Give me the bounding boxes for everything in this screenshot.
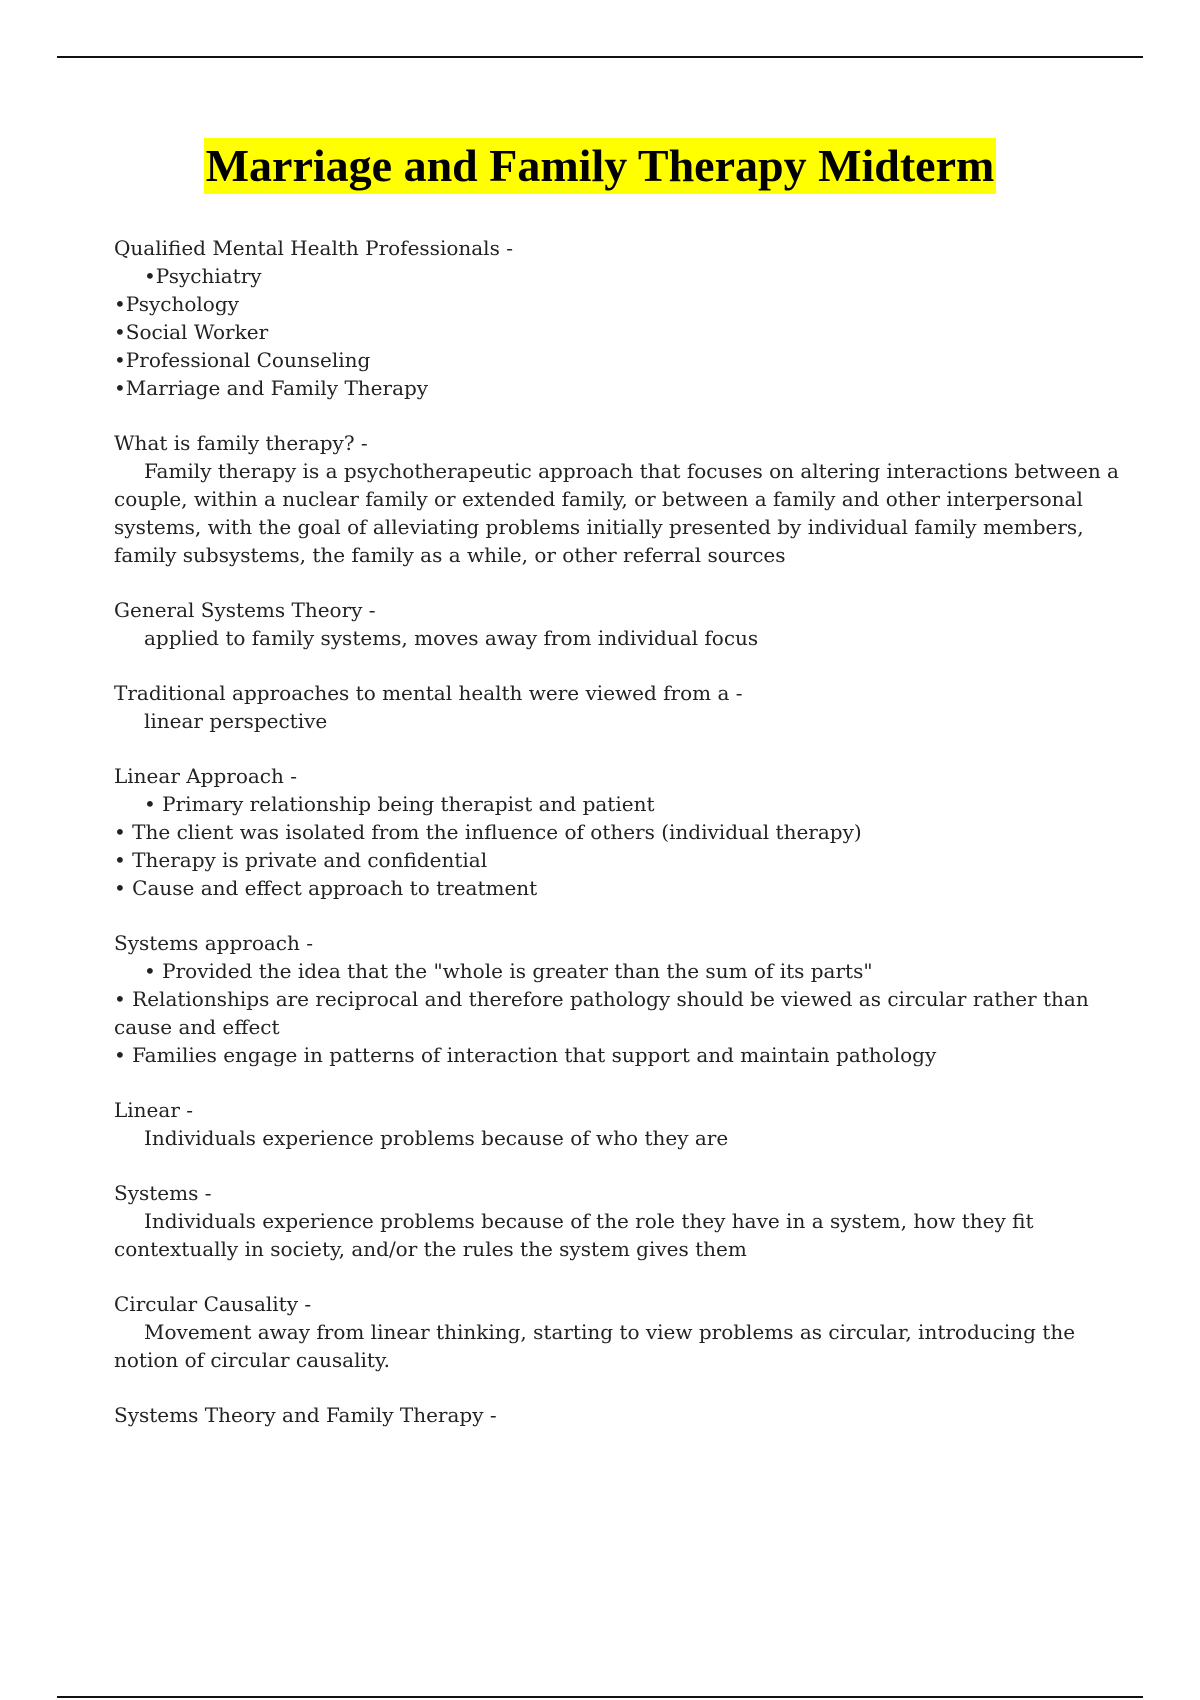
flashcard-definition: Individuals experience problems because of who they are <box>144 1126 729 1150</box>
flashcard-term: Systems Theory and Family Therapy - <box>114 1403 497 1427</box>
header-rule <box>57 56 1143 58</box>
flashcard <box>114 1401 1124 1429</box>
flashcard-definition: • Provided the idea that the "whole is greater than the sum of its parts" • Relationships are reciprocal and therefore pathology should be viewed as circular rather than cause and effect • Families engage in patterns of interaction that support and maintain pathology <box>114 959 1089 1067</box>
flashcard-definition: • Primary relationship being therapist and patient • The client was isolated from the influence of others (individual therapy) • Therapy is private and confidential • Cause and effect approach to treatment <box>114 792 862 900</box>
flashcard-definition: linear perspective <box>144 709 328 733</box>
page-title: Marriage and Family Therapy Midterm <box>204 138 997 194</box>
footer-rule <box>57 1696 1143 1698</box>
flashcard-definition: Movement away from linear thinking, starting to view problems as circular, introducing the notion of circular causality. <box>114 1320 1082 1372</box>
flashcard-term: Traditional approaches to mental health were viewed from a - <box>114 681 743 705</box>
flashcard-term: Linear Approach - <box>114 764 298 788</box>
flashcard <box>114 762 1124 902</box>
flashcard <box>114 679 1124 735</box>
flashcard-term: General Systems Theory - <box>114 598 376 622</box>
flashcard-term: Circular Causality - <box>114 1292 312 1316</box>
flashcard <box>114 596 1124 652</box>
flashcard <box>114 234 1124 402</box>
flashcard <box>114 1290 1124 1374</box>
flashcard-term: What is family therapy? - <box>114 431 368 455</box>
flashcard-definition: Individuals experience problems because of the role they have in a system, how they fit contextually in society, and/or the rules the system gives them <box>114 1209 1040 1261</box>
flashcard-term: Linear - <box>114 1098 193 1122</box>
flashcard-list <box>114 234 1124 1456</box>
flashcard-term: Qualified Mental Health Professionals - <box>114 236 513 260</box>
flashcard <box>114 1096 1124 1152</box>
flashcard-term: Systems - <box>114 1181 212 1205</box>
flashcard <box>114 1179 1124 1263</box>
title-container <box>0 138 1200 194</box>
flashcard-definition: Family therapy is a psychotherapeutic approach that focuses on altering interactions between a couple, within a nuclear family or extended family, or between a family and other interpersonal systems, with the goal of alleviating problems initially presented by individual family members, family subsystems, the family as a while, or other referral sources <box>114 459 1126 567</box>
flashcard <box>114 429 1124 569</box>
flashcard-definition: applied to family systems, moves away from individual focus <box>144 626 759 650</box>
flashcard <box>114 929 1124 1069</box>
flashcard-definition: •Psychiatry •Psychology •Social Worker •Professional Counseling •Marriage and Family Therapy <box>114 264 429 400</box>
flashcard-term: Systems approach - <box>114 931 313 955</box>
